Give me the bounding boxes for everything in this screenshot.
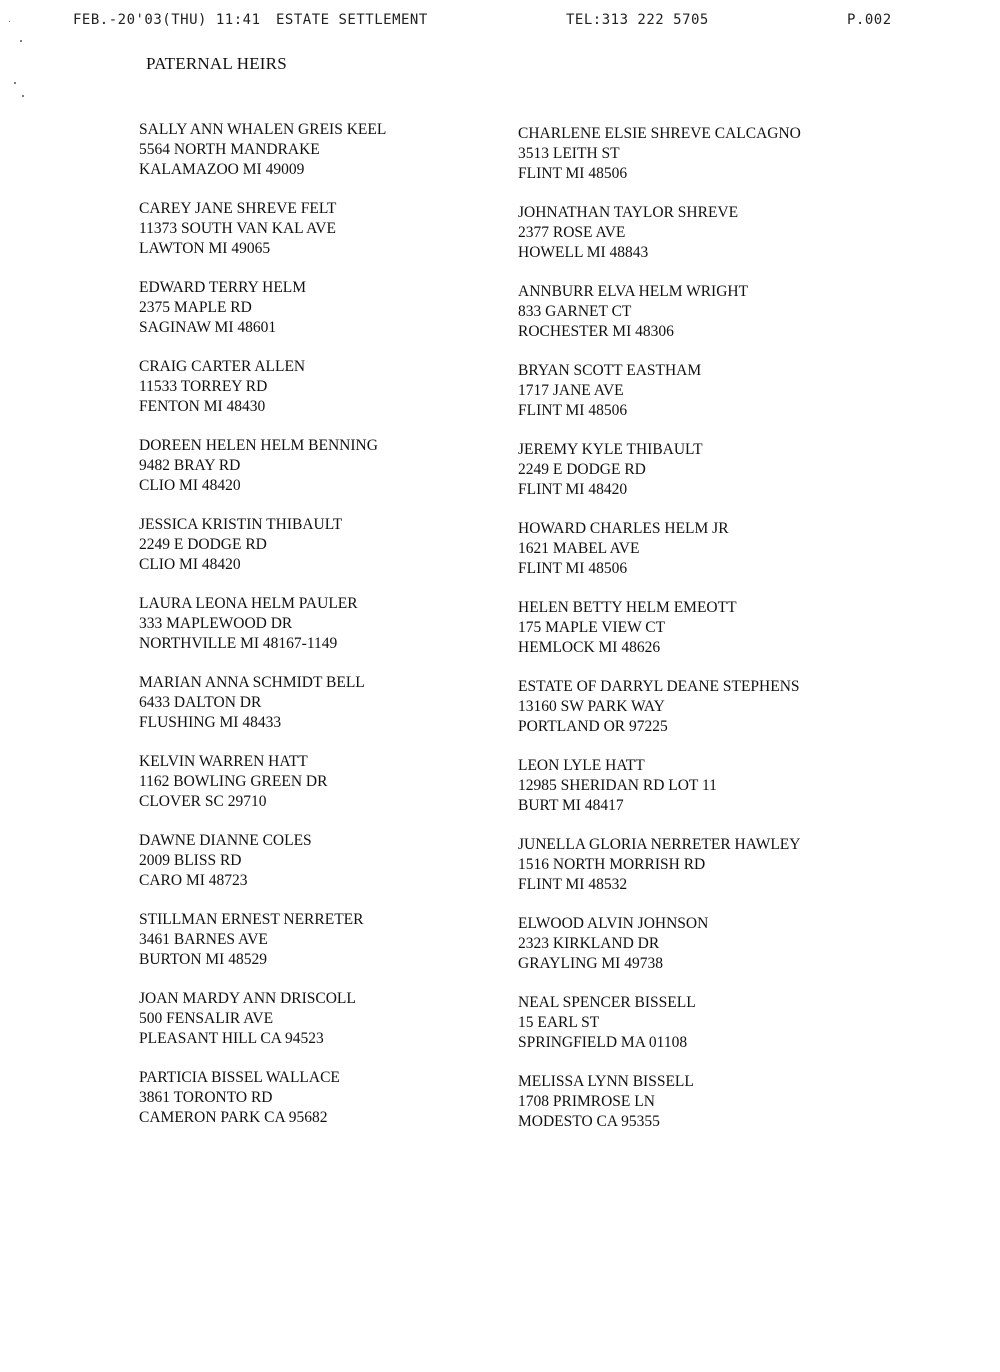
heir-city-state-zip: FLINT MI 48506 (518, 164, 628, 182)
heir-entry (139, 1068, 499, 1147)
heir-city-state-zip: CAMERON PARK CA 95682 (139, 1108, 328, 1126)
heir-city-state-zip: FENTON MI 48430 (139, 397, 266, 415)
heir-city-state-zip: CARO MI 48723 (139, 871, 248, 889)
heir-entry (518, 756, 878, 835)
heir-name: JOAN MARDY ANN DRISCOLL (139, 990, 356, 1007)
heir-city-state-zip: SAGINAW MI 48601 (139, 318, 277, 336)
heir-entry (518, 914, 878, 993)
heir-street-address: 3461 BARNES AVE (139, 930, 268, 948)
heir-city-state-zip: CLIO MI 48420 (139, 555, 241, 573)
heir-street-address: 833 GARNET CT (518, 302, 632, 320)
heir-entry (139, 120, 499, 199)
heir-city-state-zip: HOWELL MI 48843 (518, 243, 649, 261)
heir-city-state-zip: NORTHVILLE MI 48167-1149 (139, 634, 338, 652)
heir-city-state-zip: LAWTON MI 49065 (139, 239, 271, 257)
heir-entry (139, 673, 499, 752)
heir-street-address: 2249 E DODGE RD (518, 460, 646, 478)
heir-entry (139, 357, 499, 436)
heir-name: CAREY JANE SHREVE FELT (139, 200, 337, 217)
heir-street-address: 500 FENSALIR AVE (139, 1009, 274, 1027)
heir-name: LEON LYLE HATT (518, 757, 645, 774)
heir-name: HOWARD CHARLES HELM JR (518, 520, 729, 537)
heir-entry (518, 282, 878, 361)
heir-street-address: 13160 SW PARK WAY (518, 697, 665, 715)
heir-entry (518, 440, 878, 519)
heir-name: DAWNE DIANNE COLES (139, 832, 312, 849)
heir-city-state-zip: SPRINGFIELD MA 01108 (518, 1033, 688, 1051)
heir-name: NEAL SPENCER BISSELL (518, 994, 696, 1011)
heir-entry (518, 835, 878, 914)
heir-entry (518, 124, 878, 203)
heir-city-state-zip: FLINT MI 48506 (518, 559, 628, 577)
heir-street-address: 1621 MABEL AVE (518, 539, 640, 557)
heir-street-address: 11533 TORREY RD (139, 377, 268, 395)
heir-street-address: 333 MAPLEWOOD DR (139, 614, 293, 632)
heir-city-state-zip: CLOVER SC 29710 (139, 792, 267, 810)
heir-name: CHARLENE ELSIE SHREVE CALCAGNO (518, 125, 801, 142)
heir-entry (139, 594, 499, 673)
heir-entry (139, 278, 499, 357)
fax-header (0, 12, 1000, 34)
heir-street-address: 6433 DALTON DR (139, 693, 262, 711)
heir-entry (518, 677, 878, 756)
heir-name: CRAIG CARTER ALLEN (139, 358, 306, 375)
heir-entry (139, 752, 499, 831)
scan-speck (14, 82, 16, 84)
scan-speck (22, 95, 24, 97)
heir-entry (139, 436, 499, 515)
heir-city-state-zip: KALAMAZOO MI 49009 (139, 160, 305, 178)
heir-entry (518, 993, 878, 1072)
heir-city-state-zip: FLUSHING MI 48433 (139, 713, 282, 731)
heir-name: JESSICA KRISTIN THIBAULT (139, 516, 343, 533)
heir-name: BRYAN SCOTT EASTHAM (518, 362, 702, 379)
heir-street-address: 11373 SOUTH VAN KAL AVE (139, 219, 336, 237)
heir-city-state-zip: MODESTO CA 95355 (518, 1112, 660, 1130)
heir-name: JUNELLA GLORIA NERRETER HAWLEY (518, 836, 801, 853)
heir-city-state-zip: BURT MI 48417 (518, 796, 624, 814)
page-title: PATERNAL HEIRS (146, 54, 287, 73)
heir-entry (139, 199, 499, 278)
fax-date-time: FEB.-20'03(THU) 11:41 (73, 12, 261, 28)
heir-street-address: 3513 LEITH ST (518, 144, 620, 162)
heir-city-state-zip: PLEASANT HILL CA 94523 (139, 1029, 324, 1047)
fax-page-number: P.002 (847, 12, 892, 28)
scan-speck (20, 40, 22, 42)
heir-name: EDWARD TERRY HELM (139, 279, 307, 296)
heir-street-address: 2377 ROSE AVE (518, 223, 626, 241)
heir-entry (518, 203, 878, 282)
heir-entry (139, 910, 499, 989)
heir-name: HELEN BETTY HELM EMEOTT (518, 599, 737, 616)
heir-entry (518, 1072, 878, 1151)
heir-street-address: 9482 BRAY RD (139, 456, 241, 474)
fax-sender: ESTATE SETTLEMENT (276, 12, 428, 28)
heir-street-address: 175 MAPLE VIEW CT (518, 618, 666, 636)
heir-city-state-zip: GRAYLING MI 49738 (518, 954, 663, 972)
heir-name: PARTICIA BISSEL WALLACE (139, 1069, 340, 1086)
heir-street-address: 2249 E DODGE RD (139, 535, 267, 553)
heir-street-address: 1708 PRIMROSE LN (518, 1092, 655, 1110)
heir-street-address: 1717 JANE AVE (518, 381, 624, 399)
heir-name: KELVIN WARREN HATT (139, 753, 308, 770)
heir-city-state-zip: CLIO MI 48420 (139, 476, 241, 494)
scan-speck (9, 21, 10, 22)
right-heirs-column (518, 124, 878, 1151)
heir-name: ESTATE OF DARRYL DEANE STEPHENS (518, 678, 800, 695)
heir-name: ANNBURR ELVA HELM WRIGHT (518, 283, 749, 300)
heir-street-address: 5564 NORTH MANDRAKE (139, 140, 320, 158)
heir-street-address: 12985 SHERIDAN RD LOT 11 (518, 776, 717, 794)
heir-city-state-zip: FLINT MI 48420 (518, 480, 628, 498)
heir-street-address: 1162 BOWLING GREEN DR (139, 772, 328, 790)
heir-name: DOREEN HELEN HELM BENNING (139, 437, 378, 454)
heir-name: STILLMAN ERNEST NERRETER (139, 911, 364, 928)
heir-street-address: 2375 MAPLE RD (139, 298, 252, 316)
heir-entry (139, 831, 499, 910)
heir-entry (518, 361, 878, 440)
heir-city-state-zip: ROCHESTER MI 48306 (518, 322, 674, 340)
heir-street-address: 3861 TORONTO RD (139, 1088, 273, 1106)
fax-telephone: TEL:313 222 5705 (566, 12, 709, 28)
heir-city-state-zip: FLINT MI 48532 (518, 875, 628, 893)
heir-street-address: 2323 KIRKLAND DR (518, 934, 660, 952)
heir-entry (518, 519, 878, 598)
left-heirs-column (139, 120, 499, 1147)
heir-name: MELISSA LYNN BISSELL (518, 1073, 694, 1090)
heir-name: LAURA LEONA HELM PAULER (139, 595, 358, 612)
heir-city-state-zip: PORTLAND OR 97225 (518, 717, 668, 735)
heir-name: SALLY ANN WHALEN GREIS KEEL (139, 121, 387, 138)
heir-name: ELWOOD ALVIN JOHNSON (518, 915, 709, 932)
heir-city-state-zip: HEMLOCK MI 48626 (518, 638, 661, 656)
heir-city-state-zip: FLINT MI 48506 (518, 401, 628, 419)
heir-street-address: 15 EARL ST (518, 1013, 600, 1031)
heir-city-state-zip: BURTON MI 48529 (139, 950, 267, 968)
heir-entry (139, 515, 499, 594)
heir-entry (518, 598, 878, 677)
heir-entry (139, 989, 499, 1068)
heir-street-address: 2009 BLISS RD (139, 851, 242, 869)
heir-name: MARIAN ANNA SCHMIDT BELL (139, 674, 365, 691)
heir-name: JEREMY KYLE THIBAULT (518, 441, 703, 458)
heir-street-address: 1516 NORTH MORRISH RD (518, 855, 706, 873)
heir-name: JOHNATHAN TAYLOR SHREVE (518, 204, 739, 221)
